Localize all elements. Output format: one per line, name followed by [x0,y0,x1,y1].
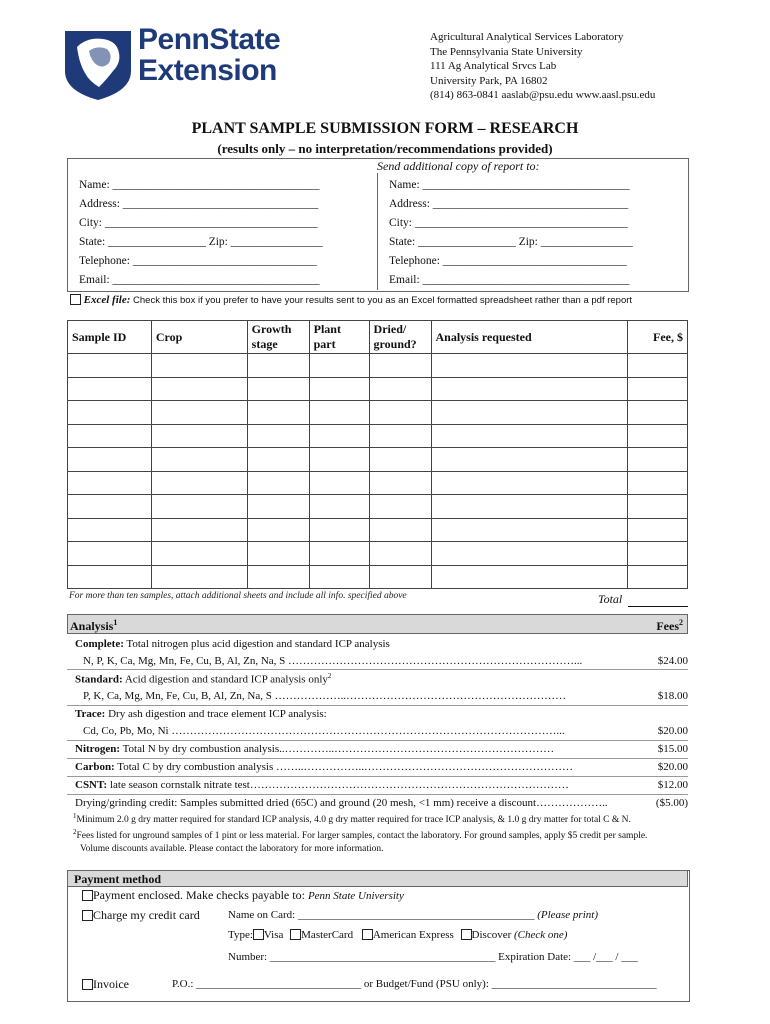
copy-address-field[interactable]: Address: __________________________________ [389,198,629,210]
po-field[interactable]: P.O.: ______________________________ or Budget/Fund (PSU only): ______________________________ [172,978,657,990]
plant-part-cell[interactable] [309,495,369,519]
fee-cell[interactable] [628,377,688,401]
lab-street: 111 Ag Analytical Srvcs Lab [430,60,557,72]
divider [67,794,688,795]
col-dried-ground: Dried/ ground? [369,321,431,354]
col-sample-id: Sample ID [68,321,152,354]
excel-text: Check this box if you prefer to have your results sent to you as an Excel formatted spreadsheet rather than a pdf report [130,295,633,306]
credit-card-option: Charge my credit card [82,908,200,923]
send-copy-label: Send additional copy of report to: [377,159,540,173]
sample-id-cell[interactable] [68,401,152,425]
dried-ground-cell[interactable] [369,377,431,401]
fee-cell[interactable] [628,401,688,425]
plant-part-cell[interactable] [309,354,369,378]
dried-ground-cell[interactable] [369,565,431,589]
divider [67,758,688,759]
more-samples-note: For more than ten samples, attach additional sheets and include all info. specified above [69,591,407,601]
brand-name-line1: PennState [138,23,281,56]
divider [67,740,688,741]
state-zip-field[interactable]: State: _________________ Zip: ________________ [79,236,323,248]
growth-stage-cell[interactable] [247,471,309,495]
col-crop: Crop [151,321,247,354]
crop-cell[interactable] [151,354,247,378]
excel-checkbox[interactable] [70,294,81,305]
sample-row [68,565,688,589]
analysis-header-label: Analysis [70,619,114,633]
analysis-requested-cell[interactable] [431,377,628,401]
crop-cell[interactable] [151,471,247,495]
telephone-field[interactable]: Telephone: ________________________________ [79,255,317,267]
analysis-requested-cell[interactable] [431,542,628,566]
crop-cell[interactable] [151,448,247,472]
address-field[interactable]: Address: __________________________________ [79,198,319,210]
footnote-volume: Volume discounts available. Please contact the laboratory for more information. [80,844,384,854]
complete-analysis: Complete: Total nitrogen plus acid digestion and standard ICP analysis [75,638,390,650]
fee-cell[interactable] [628,565,688,589]
complete-elements: N, P, K, Ca, Mg, Mn, Fe, Cu, B, Al, Zn, Na, S ……………………………………………………………………... [83,655,583,667]
crop-cell[interactable] [151,424,247,448]
brand-name-line2: Extension [138,54,277,87]
complete-price: $24.00 [657,655,688,667]
dried-ground-cell[interactable] [369,471,431,495]
drying-credit: Drying/grinding credit: Samples submitted dried (65C) and ground (20 mesh, <1 mm) receive a discount……………….. [75,797,608,809]
sample-id-cell[interactable] [68,565,152,589]
standard-analysis: Standard: Acid digestion and standard ICP analysis only$^2$ [75,672,332,686]
total-input-line[interactable] [628,606,688,607]
sample-row [68,471,688,495]
divider [67,669,688,670]
fee-cell[interactable] [628,471,688,495]
excel-label: Excel file: [83,294,131,306]
mastercard-checkbox[interactable] [290,929,301,940]
card-type-row: Type: Visa MasterCard American Express Discover (Check one) [228,929,568,941]
name-on-card-field[interactable]: Name on Card: ___________________________________________ (Please print) [228,909,598,921]
plant-part-cell[interactable] [309,401,369,425]
growth-stage-cell[interactable] [247,354,309,378]
form-title: PLANT SAMPLE SUBMISSION FORM – RESEARCH [191,120,579,137]
col-analysis-requested: Analysis requested [431,321,628,354]
sample-id-cell[interactable] [68,542,152,566]
csnt-price: $12.00 [657,779,688,791]
trace-price: $20.00 [657,725,688,737]
analysis-requested-cell[interactable] [431,424,628,448]
fee-cell[interactable] [628,542,688,566]
sample-row [68,401,688,425]
plant-part-cell[interactable] [309,565,369,589]
trace-analysis: Trace: Dry ash digestion and trace element ICP analysis: [75,708,327,720]
growth-stage-cell[interactable] [247,424,309,448]
fee-cell[interactable] [628,424,688,448]
plant-part-cell[interactable] [309,377,369,401]
name-field[interactable]: Name: ____________________________________ [79,179,320,191]
crop-cell[interactable] [151,518,247,542]
carbon-price: $20.00 [657,761,688,773]
crop-cell[interactable] [151,401,247,425]
footnote-2: $^2$Fees listed for unground samples of 1 pint or less material. For larger samples, contact the laboratory. For ground samples, apply $5 credit per sample. [73,828,648,842]
crop-cell[interactable] [151,542,247,566]
dried-ground-cell[interactable] [369,518,431,542]
form-subtitle: (results only – no interpretation/recommendations provided) [217,141,553,156]
trace-elements: Cd, Co, Pb, Mo, Ni ……………………………………………………………………………………………... [83,725,565,737]
growth-stage-cell[interactable] [247,518,309,542]
copy-state-zip-field[interactable]: State: _________________ Zip: ________________ [389,236,633,248]
analysis-requested-cell[interactable] [431,495,628,519]
sample-row [68,495,688,519]
copy-telephone-field[interactable]: Telephone: ________________________________ [389,255,627,267]
contact-divider [377,173,378,290]
sample-row [68,448,688,472]
divider [67,776,688,777]
plant-part-cell[interactable] [309,424,369,448]
sample-id-cell[interactable] [68,518,152,542]
standard-price: $18.00 [657,690,688,702]
analysis-requested-cell[interactable] [431,354,628,378]
sample-id-cell[interactable] [68,448,152,472]
analysis-requested-cell[interactable] [431,518,628,542]
plant-part-cell[interactable] [309,471,369,495]
crop-cell[interactable] [151,377,247,401]
sample-id-cell[interactable] [68,471,152,495]
invoice-option: Invoice [82,977,129,992]
col-plant-part: Plant part [309,321,369,354]
dried-ground-cell[interactable] [369,424,431,448]
fee-cell[interactable] [628,448,688,472]
payment-header: Payment method [67,870,688,887]
fee-cell[interactable] [628,518,688,542]
payment-enclosed-checkbox[interactable] [82,890,93,901]
fee-cell[interactable] [628,495,688,519]
dried-ground-cell[interactable] [369,495,431,519]
card-number-field[interactable]: Number: _________________________________________ Expiration Date: ___ /___ / ___ [228,951,638,963]
credit-card-checkbox[interactable] [82,910,93,921]
sample-row [68,424,688,448]
lab-university: The Pennsylvania State University [430,45,583,58]
city-field[interactable]: City: _____________________________________ [79,217,318,229]
csnt-analysis: CSNT: late season cornstalk nitrate test…………………………………………………………………………… [75,779,569,791]
sample-id-cell[interactable] [68,377,152,401]
samples-header-row [68,321,688,354]
growth-stage-cell[interactable] [247,377,309,401]
drying-price: ($5.00) [655,797,688,809]
growth-stage-cell[interactable] [247,495,309,519]
carbon-analysis: Carbon: Total C by dry combustion analysis ……..……………..………………………………………………… [75,761,574,773]
fee-cell[interactable] [628,354,688,378]
plant-part-cell[interactable] [309,518,369,542]
footnote-1: $^1$Minimum 2.0 g dry matter required for standard ICP analysis, 4.0 g dry matter required for trace ICP analysis, & 1.0 g dry matter for total C & N. [73,812,631,826]
nitrogen-analysis: Nitrogen: Total N by dry combustion analysis..…………..…………………………………………………… [75,743,555,755]
amex-checkbox[interactable] [362,929,373,940]
crop-cell[interactable] [151,495,247,519]
analysis-header: Analysis$^1$ Fees$^2$ [67,614,688,634]
col-fee: Fee, $ [628,321,688,354]
sample-row [68,377,688,401]
sample-id-cell[interactable] [68,495,152,519]
analysis-requested-cell[interactable] [431,401,628,425]
growth-stage-cell[interactable] [247,401,309,425]
lab-name: Agricultural Analytical Services Laboratory [430,31,624,43]
lab-contact: (814) 863-0841 aaslab@psu.edu www.aasl.psu.edu [430,89,656,101]
analysis-requested-cell[interactable] [431,448,628,472]
fees-header-label: Fees [656,619,679,633]
plant-part-cell[interactable] [309,448,369,472]
sample-row [68,354,688,378]
dried-ground-cell[interactable] [369,448,431,472]
standard-elements: P, K, Ca, Mg, Mn, Fe, Cu, B, Al, Zn, Na, S ………………..…………………………………………………… [83,690,567,702]
growth-stage-cell[interactable] [247,448,309,472]
sample-id-cell[interactable] [68,424,152,448]
samples-table [67,320,688,589]
discover-checkbox[interactable] [461,929,472,940]
visa-checkbox[interactable] [253,929,264,940]
plant-part-cell[interactable] [309,542,369,566]
dried-ground-cell[interactable] [369,542,431,566]
invoice-checkbox[interactable] [82,979,93,990]
copy-email-field[interactable]: Email: ____________________________________ [389,274,630,286]
sample-row [68,542,688,566]
payment-enclosed-option: Payment enclosed. Make checks payable to: Penn State University [82,888,404,903]
copy-city-field[interactable]: City: _____________________________________ [389,217,628,229]
dried-ground-cell[interactable] [369,354,431,378]
email-field[interactable]: Email: ____________________________________ [79,274,320,286]
penn-state-shield-logo [63,27,133,101]
sample-id-cell[interactable] [68,354,152,378]
analysis-requested-cell[interactable] [431,565,628,589]
growth-stage-cell[interactable] [247,565,309,589]
divider [67,705,688,706]
nitrogen-price: $15.00 [657,743,688,755]
growth-stage-cell[interactable] [247,542,309,566]
sample-row [68,518,688,542]
lab-city: University Park, PA 16802 [430,74,548,87]
copy-name-field[interactable]: Name: ____________________________________ [389,179,630,191]
dried-ground-cell[interactable] [369,401,431,425]
analysis-requested-cell[interactable] [431,471,628,495]
total-label: Total [598,592,623,606]
lab-address [430,30,655,103]
col-growth-stage: Growth stage [247,321,309,354]
crop-cell[interactable] [151,565,247,589]
excel-option [70,294,632,306]
